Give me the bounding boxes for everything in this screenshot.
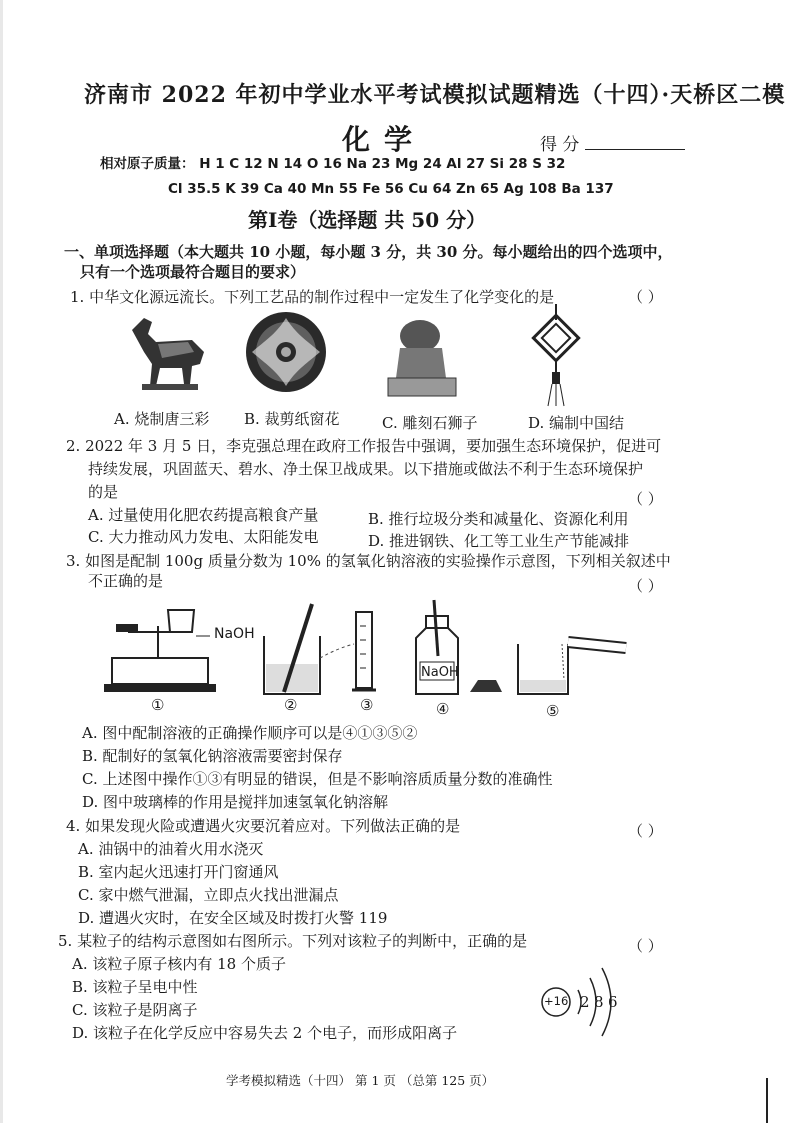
q2-option-a: A. 过量使用化肥农药提高粮食产量 — [88, 506, 319, 524]
chinese-knot-image — [526, 304, 586, 408]
q5-option-c: C. 该粒子是阴离子 — [72, 1001, 198, 1019]
scan-fold-line — [766, 1078, 768, 1123]
q4-answer-blank: （ ） — [628, 822, 663, 840]
q3-stem-line1: 3. 如图是配制 100g 质量分数为 10% 的氢氧化钠溶液的实验操作示意图，下列相关叙述中 — [66, 552, 671, 570]
q3-fig-number-1: ① — [151, 696, 165, 714]
instruction-line2: 只有一个选项最符合题目的要求） — [80, 263, 306, 281]
graduated-cylinder-icon — [320, 612, 376, 690]
atom-shell-3: 6 — [608, 993, 618, 1011]
score-label: 得 分 — [540, 135, 580, 155]
beaker-pouring-icon — [518, 642, 626, 694]
q3-bottle-label: NaOH — [421, 665, 459, 680]
page-footer: 学考模拟精选（十四） 第 1 页 （总第 125 页） — [226, 1073, 495, 1088]
q3-option-c: C. 上述图中操作①③有明显的错误，但是不影响溶质质量分数的准确性 — [82, 770, 553, 788]
subject-title: 化学 — [342, 123, 427, 156]
q3-fig-number-4: ④ — [436, 700, 450, 718]
q2-stem-line2: 持续发展，巩固蓝天、碧水、净土保卫战成果。以下措施或做法不利于生态环境保护 — [88, 460, 644, 478]
q4-stem: 4. 如果发现火险或遭遇火灾要沉着应对。下列做法正确的是 — [66, 817, 461, 835]
q4-option-d: D. 遭遇火灾时，在安全区域及时拨打火警 119 — [78, 909, 388, 927]
atomic-mass-line1: 相对原子质量： H 1 C 12 N 14 O 16 Na 23 Mg 24 Al 27 Si 28 S 32 — [100, 156, 566, 172]
balance-icon — [104, 610, 216, 692]
q4-option-b: B. 室内起火迅速打开门窗通风 — [78, 863, 279, 881]
q2-option-c: C. 大力推动风力发电、太阳能发电 — [88, 528, 319, 546]
q1-option-c: C. 雕刻石狮子 — [382, 414, 478, 432]
atom-nucleus-label: +16 — [544, 994, 569, 1008]
atom-shell-1: 2 — [580, 993, 590, 1011]
q5-answer-blank: （ ） — [628, 937, 663, 955]
q1-option-d: D. 编制中国结 — [528, 414, 625, 432]
q3-fig-number-2: ② — [284, 696, 298, 714]
q3-fig-number-3: ③ — [360, 696, 374, 714]
q5-option-d: D. 该粒子在化学反应中容易失去 2 个电子，而形成阳离子 — [72, 1024, 458, 1042]
q1-answer-blank: （ ） — [628, 288, 663, 306]
atomic-mass-line2: Cl 35.5 K 39 Ca 40 Mn 55 Fe 56 Cu 64 Zn 65 Ag 108 Ba 137 — [168, 181, 614, 197]
paper-cutting-image — [244, 310, 328, 394]
q3-stem-line2: 不正确的是 — [88, 572, 164, 590]
atom-shell-2: 8 — [594, 993, 604, 1011]
q3-answer-blank: （ ） — [628, 577, 663, 595]
q3-option-d: D. 图中玻璃棒的作用是搅拌加速氢氧化钠溶解 — [82, 793, 389, 811]
q2-stem-line3: 的是 — [88, 483, 119, 501]
q2-option-d: D. 推进钢铁、化工等工业生产节能减排 — [368, 532, 630, 550]
instruction-line1: 一、单项选择题（本大题共 10 小题，每小题 3 分，共 30 分。每小题给出的四个选项中， — [64, 243, 673, 261]
score-blank — [585, 135, 685, 150]
q1-stem: 1. 中华文化源远流长。下列工艺品的制作过程中一定发生了化学变化的是 — [70, 288, 555, 306]
q3-naoh-label: NaOH — [214, 626, 255, 642]
q5-stem: 5. 某粒子的结构示意图如右图所示。下列对该粒子的判断中，正确的是 — [58, 932, 528, 950]
q3-experiment-figure — [98, 596, 658, 720]
q4-option-a: A. 油锅中的油着火用水浇灭 — [78, 840, 264, 858]
q5-option-b: B. 该粒子呈电中性 — [72, 978, 198, 996]
q2-option-b: B. 推行垃圾分类和减量化、资源化利用 — [368, 510, 629, 528]
q2-stem-line1: 2. 2022 年 3 月 5 日，李克强总理在政府工作报告中强调，要加强生态环境保护，促进可 — [66, 437, 662, 455]
q3-option-b: B. 配制好的氢氧化钠溶液需要密封保存 — [82, 747, 343, 765]
q5-option-a: A. 该粒子原子核内有 18 个质子 — [72, 955, 286, 973]
exam-title: 济南市 2022 年初中学业水平考试模拟试题精选（十四）·天桥区二模 — [84, 82, 786, 108]
q1-option-a: A. 烧制唐三彩 — [114, 410, 210, 428]
tang-sancai-horse-image — [122, 312, 212, 392]
q3-fig-number-5: ⑤ — [546, 702, 560, 720]
beaker-stirring-icon — [264, 604, 320, 694]
section-title: 第Ⅰ卷（选择题 共 50 分） — [248, 208, 487, 232]
q3-option-a: A. 图中配制溶液的正确操作顺序可以是④①③⑤② — [82, 724, 418, 742]
stone-lion-image — [382, 314, 462, 400]
q4-option-c: C. 家中燃气泄漏，立即点火找出泄漏点 — [78, 886, 339, 904]
scan-edge — [0, 0, 3, 1123]
q1-option-b: B. 裁剪纸窗花 — [244, 410, 340, 428]
q2-answer-blank: （ ） — [628, 490, 663, 508]
